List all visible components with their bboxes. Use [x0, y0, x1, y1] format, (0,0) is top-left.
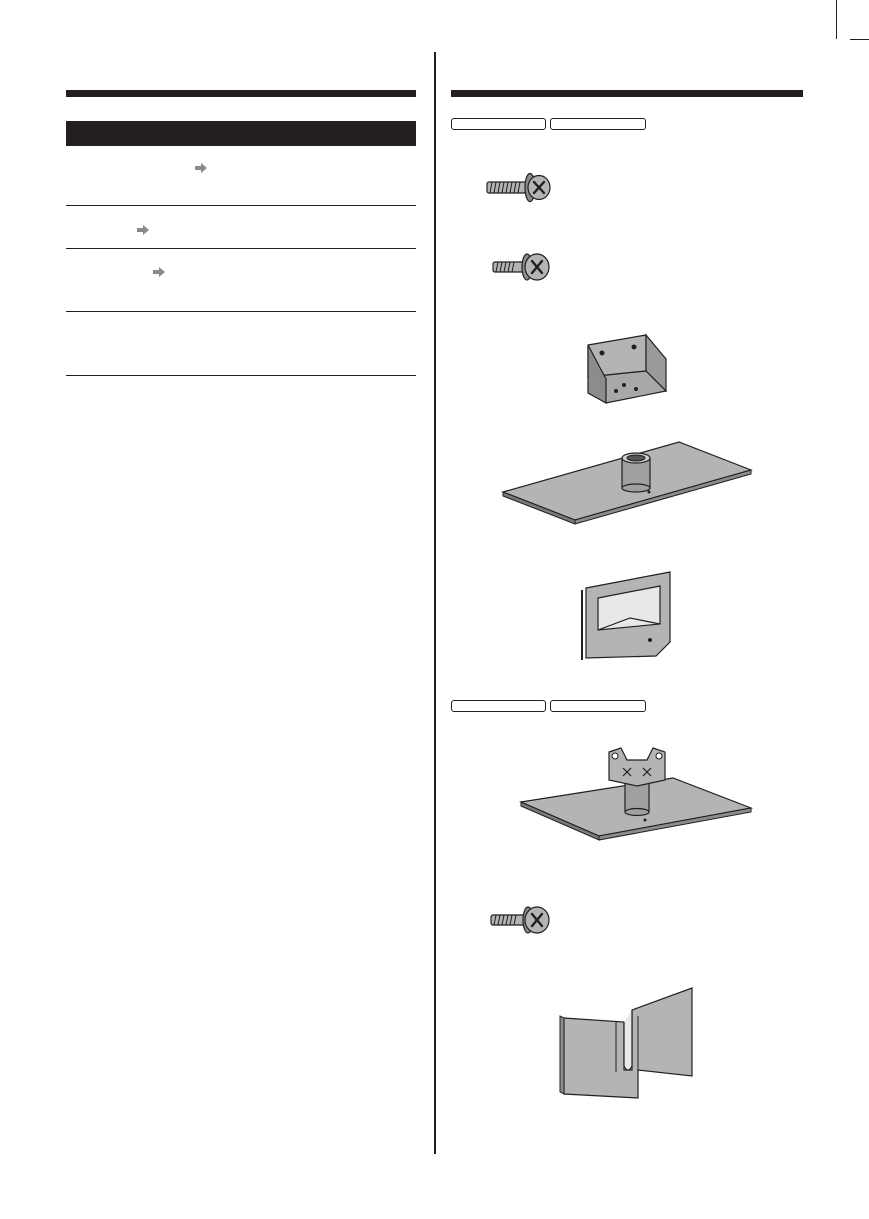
stand-base-with-pole-icon [519, 746, 755, 844]
right-arrow-icon [195, 163, 207, 173]
model-tag [451, 118, 546, 130]
long-screw-icon [486, 172, 550, 204]
right-arrow-icon [153, 267, 165, 277]
stand-cover-icon [580, 570, 674, 662]
table-row-divider [66, 375, 416, 376]
short-screw-icon [490, 904, 550, 936]
right-arrow-icon [137, 225, 149, 235]
model-tag [550, 700, 646, 712]
table-row-divider [66, 248, 416, 249]
table-row-divider [66, 311, 416, 312]
table-row-3 [66, 266, 416, 310]
model-tag [550, 118, 646, 130]
column-divider [434, 52, 436, 1154]
crop-mark-horizontal [850, 39, 869, 40]
table-row-1 [66, 160, 416, 204]
table-row-2 [66, 222, 416, 248]
left-table-header-bar [66, 121, 416, 146]
table-row-divider [66, 205, 416, 206]
stand-base-icon [501, 440, 753, 526]
cable-holder-icon [558, 986, 694, 1100]
stand-bracket-icon [584, 333, 670, 405]
model-tag [451, 700, 546, 712]
short-screw-icon [492, 251, 550, 283]
left-section-rule [66, 90, 416, 97]
crop-mark-vertical [836, 0, 837, 39]
right-section-rule [451, 90, 803, 97]
table-row-4 [66, 328, 416, 374]
